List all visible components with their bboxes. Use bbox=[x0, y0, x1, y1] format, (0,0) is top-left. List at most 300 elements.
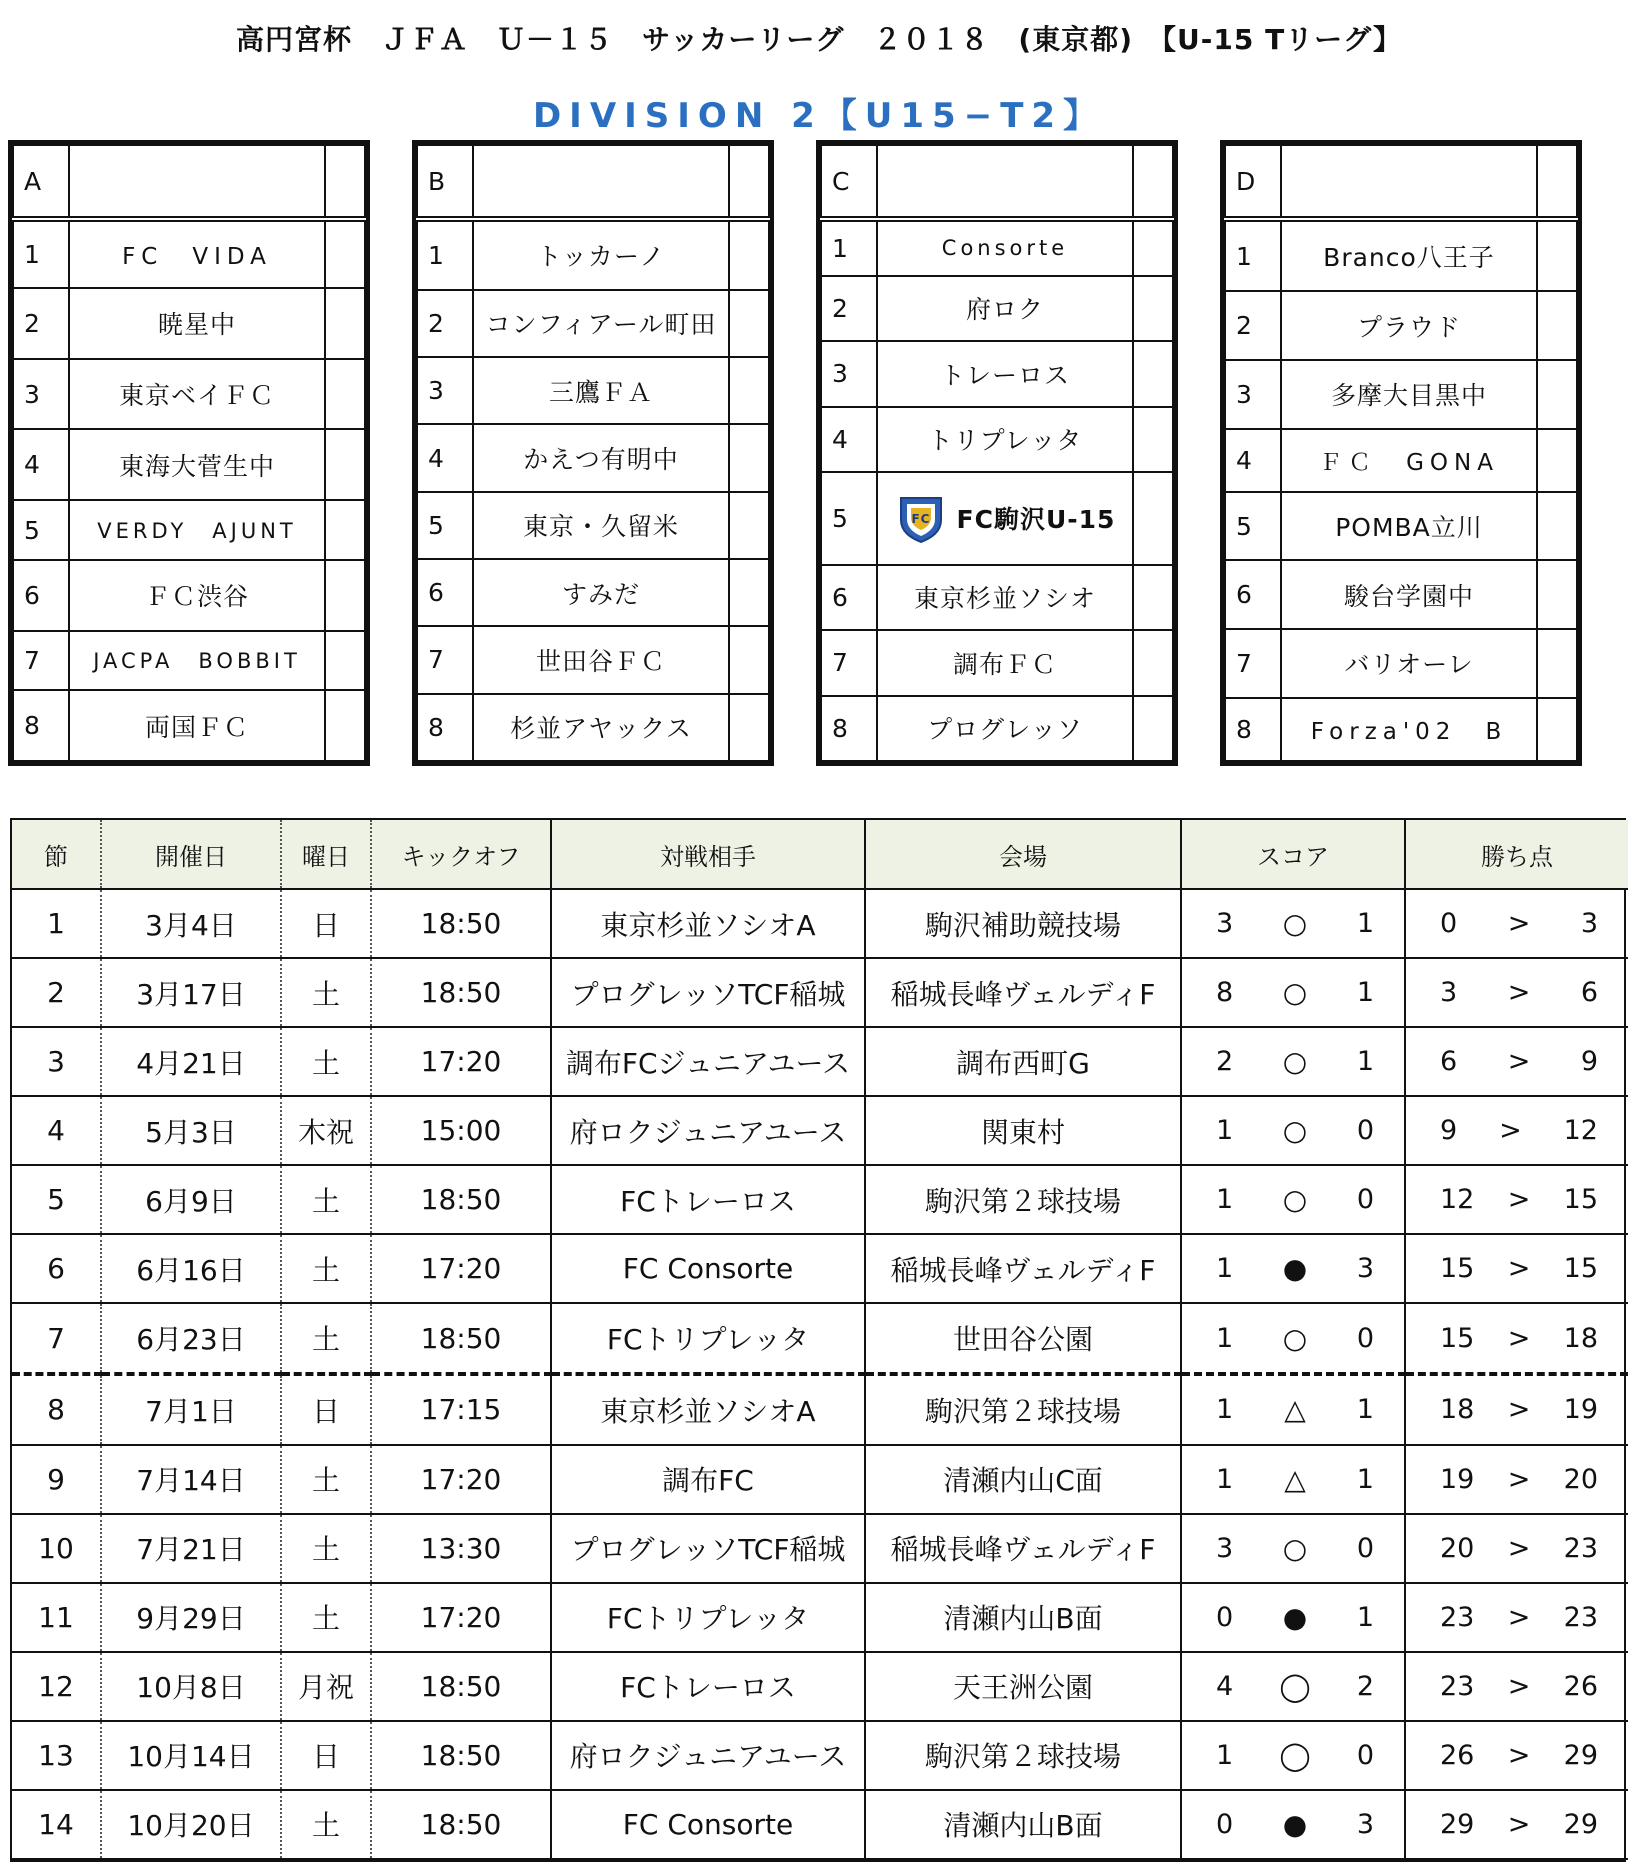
group-row-index: 3 bbox=[821, 341, 877, 406]
group-row-end bbox=[729, 559, 769, 626]
group-team: すみだ bbox=[473, 559, 729, 626]
group-row-end bbox=[729, 290, 769, 357]
group-row-index: 7 bbox=[1225, 629, 1281, 698]
points-cell bbox=[1405, 1514, 1628, 1583]
score-home: 0 bbox=[1216, 1808, 1234, 1840]
round-cell: 14 bbox=[12, 1790, 101, 1859]
score-home: 4 bbox=[1216, 1670, 1234, 1702]
group-header-end bbox=[1133, 145, 1173, 219]
group-header-row bbox=[417, 145, 769, 219]
group-header-row bbox=[13, 145, 365, 219]
group-team: トレーロス bbox=[877, 341, 1133, 406]
group-row bbox=[821, 472, 1173, 565]
group-team bbox=[877, 472, 1133, 565]
points-cell bbox=[1405, 1165, 1628, 1234]
group-row-index: 8 bbox=[13, 690, 69, 761]
venue-cell: 清瀬内山B面 bbox=[865, 1583, 1181, 1652]
group-team: トリプレッタ bbox=[877, 407, 1133, 472]
score-away: 3 bbox=[1356, 1808, 1374, 1840]
svg-text:FC: FC bbox=[911, 512, 931, 527]
page-title: 高円宮杯 ＪＦＡ Ｕ－１５ サッカーリーグ ２０１８ (東京都) 【U-15 Tリーグ】 bbox=[235, 23, 1403, 56]
opponent-cell: プログレッソTCF稲城 bbox=[551, 1514, 865, 1583]
group-header-blank bbox=[473, 145, 729, 219]
result-mark: ○ bbox=[1282, 976, 1308, 1010]
day-cell: 土 bbox=[281, 1027, 371, 1096]
points-after: 29 bbox=[1563, 1739, 1598, 1771]
group-row bbox=[821, 407, 1173, 472]
result-mark: △ bbox=[1284, 1393, 1306, 1427]
group-row-index: 7 bbox=[417, 626, 473, 693]
group-row-end bbox=[1133, 565, 1173, 630]
group-row-end bbox=[325, 359, 365, 430]
kickoff-cell: 17:20 bbox=[371, 1234, 551, 1303]
result-mark: △ bbox=[1284, 1462, 1306, 1496]
group-row bbox=[13, 500, 365, 560]
group-team: 杉並アヤックス bbox=[473, 694, 729, 761]
points-after: 20 bbox=[1563, 1463, 1598, 1495]
points-after: 15 bbox=[1563, 1184, 1598, 1216]
day-cell: 日 bbox=[281, 1374, 371, 1445]
group-label: C bbox=[821, 145, 877, 219]
group-row bbox=[1225, 560, 1577, 629]
group-row bbox=[417, 694, 769, 761]
table-row bbox=[12, 1790, 1628, 1859]
date-cell: 10月20日 bbox=[101, 1790, 281, 1859]
group-row-index: 5 bbox=[821, 472, 877, 565]
kickoff-cell: 17:20 bbox=[371, 1583, 551, 1652]
group-row-index: 7 bbox=[821, 630, 877, 695]
day-cell: 日 bbox=[281, 889, 371, 958]
group-label: A bbox=[13, 145, 69, 219]
kickoff-cell: 15:00 bbox=[371, 1096, 551, 1165]
group-row-index: 1 bbox=[1225, 219, 1281, 291]
group-row bbox=[13, 219, 365, 288]
points-after: 23 bbox=[1563, 1601, 1598, 1633]
venue-cell: 駒沢第２球技場 bbox=[865, 1374, 1181, 1445]
opponent-cell: FCトリプレッタ bbox=[551, 1583, 865, 1652]
date-cell: 6月9日 bbox=[101, 1165, 281, 1234]
group-row-end bbox=[325, 500, 365, 560]
venue-cell: 稲城長峰ヴェルディF bbox=[865, 1514, 1181, 1583]
group-row-index: 2 bbox=[1225, 291, 1281, 360]
venue-cell: 稲城長峰ヴェルディF bbox=[865, 958, 1181, 1027]
points-arrow: > bbox=[1507, 1184, 1531, 1216]
result-mark: ◯ bbox=[1279, 1669, 1311, 1703]
table-row bbox=[12, 1514, 1628, 1583]
score-cell bbox=[1181, 1652, 1405, 1721]
group-row-index: 8 bbox=[417, 694, 473, 761]
opponent-cell: FC Consorte bbox=[551, 1234, 865, 1303]
points-arrow: > bbox=[1499, 1115, 1522, 1147]
points-arrow: > bbox=[1507, 1463, 1531, 1495]
group-row-index: 6 bbox=[1225, 560, 1281, 629]
group-b-table bbox=[412, 140, 774, 766]
header-points: 勝ち点 bbox=[1405, 820, 1628, 889]
group-row-index: 2 bbox=[417, 290, 473, 357]
round-cell: 9 bbox=[12, 1445, 101, 1514]
table-row bbox=[12, 1583, 1628, 1652]
group-row bbox=[13, 690, 365, 761]
day-cell: 土 bbox=[281, 1583, 371, 1652]
group-row bbox=[13, 288, 365, 359]
group-row-end bbox=[1537, 291, 1577, 360]
score-home: 1 bbox=[1216, 1463, 1234, 1495]
score-home: 8 bbox=[1216, 977, 1234, 1009]
group-row bbox=[417, 290, 769, 357]
group-team: 暁星中 bbox=[69, 288, 325, 359]
score-cell bbox=[1181, 1027, 1405, 1096]
opponent-cell: 府ロクジュニアユース bbox=[551, 1096, 865, 1165]
points-before: 3 bbox=[1440, 977, 1458, 1009]
group-header-blank bbox=[1281, 145, 1537, 219]
group-team: ＦＣ渋谷 bbox=[69, 560, 325, 631]
group-row-index: 4 bbox=[13, 429, 69, 500]
group-team: FC VIDA bbox=[69, 219, 325, 288]
opponent-cell: 調布FC bbox=[551, 1445, 865, 1514]
group-row bbox=[417, 357, 769, 424]
group-team: かえつ有明中 bbox=[473, 424, 729, 491]
group-header-end bbox=[729, 145, 769, 219]
group-row-index: 1 bbox=[821, 219, 877, 276]
group-row-end bbox=[1133, 472, 1173, 565]
points-after: 23 bbox=[1563, 1532, 1598, 1564]
score-cell bbox=[1181, 1303, 1405, 1374]
points-cell bbox=[1405, 1096, 1628, 1165]
round-cell: 6 bbox=[12, 1234, 101, 1303]
points-arrow: > bbox=[1507, 1739, 1531, 1771]
group-row-index: 6 bbox=[821, 565, 877, 630]
venue-cell: 清瀬内山C面 bbox=[865, 1445, 1181, 1514]
group-row-index: 1 bbox=[13, 219, 69, 288]
group-header-blank bbox=[877, 145, 1133, 219]
score-away: 1 bbox=[1356, 1046, 1374, 1078]
opponent-cell: FC Consorte bbox=[551, 1790, 865, 1859]
group-row bbox=[1225, 219, 1577, 291]
score-away: 2 bbox=[1356, 1670, 1374, 1702]
score-away: 3 bbox=[1356, 1253, 1374, 1285]
kickoff-cell: 18:50 bbox=[371, 1652, 551, 1721]
score-home: 1 bbox=[1216, 1115, 1234, 1147]
group-row bbox=[13, 631, 365, 691]
round-cell: 13 bbox=[12, 1721, 101, 1790]
points-arrow: > bbox=[1507, 908, 1531, 940]
group-team: 東京杉並ソシオ bbox=[877, 565, 1133, 630]
score-home: 3 bbox=[1216, 908, 1234, 940]
score-away: 0 bbox=[1356, 1322, 1374, 1354]
score-cell bbox=[1181, 958, 1405, 1027]
result-mark: ● bbox=[1282, 1600, 1308, 1634]
result-mark: ◯ bbox=[1279, 1738, 1311, 1772]
header-round: 節 bbox=[12, 820, 101, 889]
day-cell: 土 bbox=[281, 1514, 371, 1583]
kickoff-cell: 17:15 bbox=[371, 1374, 551, 1445]
group-team: プラウド bbox=[1281, 291, 1537, 360]
points-after: 19 bbox=[1563, 1394, 1598, 1426]
day-cell: 木祝 bbox=[281, 1096, 371, 1165]
group-row-index: 8 bbox=[1225, 698, 1281, 761]
score-home: 1 bbox=[1216, 1739, 1234, 1771]
group-row-end bbox=[1133, 696, 1173, 761]
score-away: 0 bbox=[1356, 1739, 1374, 1771]
group-row-end bbox=[729, 424, 769, 491]
result-mark: ● bbox=[1282, 1807, 1308, 1841]
score-cell bbox=[1181, 1721, 1405, 1790]
group-row-end bbox=[325, 560, 365, 631]
group-a-table bbox=[8, 140, 370, 766]
fc-komazawa-crest-icon bbox=[895, 492, 947, 544]
table-row bbox=[12, 889, 1628, 958]
points-arrow: > bbox=[1507, 1046, 1531, 1078]
score-cell bbox=[1181, 1234, 1405, 1303]
points-after: 18 bbox=[1563, 1322, 1598, 1354]
score-home: 1 bbox=[1216, 1253, 1234, 1285]
score-away: 1 bbox=[1356, 1463, 1374, 1495]
date-cell: 9月29日 bbox=[101, 1583, 281, 1652]
venue-cell: 関東村 bbox=[865, 1096, 1181, 1165]
group-team: POMBA立川 bbox=[1281, 492, 1537, 561]
date-cell: 3月17日 bbox=[101, 958, 281, 1027]
group-row bbox=[1225, 492, 1577, 561]
group-team: 両国ＦＣ bbox=[69, 690, 325, 761]
group-header-end bbox=[325, 145, 365, 219]
table-row bbox=[12, 1652, 1628, 1721]
points-before: 12 bbox=[1440, 1184, 1475, 1216]
group-team: 三鷹ＦＡ bbox=[473, 357, 729, 424]
date-cell: 3月4日 bbox=[101, 889, 281, 958]
score-cell bbox=[1181, 1445, 1405, 1514]
venue-cell: 駒沢第２球技場 bbox=[865, 1165, 1181, 1234]
venue-cell: 清瀬内山B面 bbox=[865, 1790, 1181, 1859]
group-team: 東海大菅生中 bbox=[69, 429, 325, 500]
result-mark: ○ bbox=[1282, 1045, 1308, 1079]
points-cell bbox=[1405, 1303, 1628, 1374]
kickoff-cell: 18:50 bbox=[371, 1721, 551, 1790]
header-kickoff: キックオフ bbox=[371, 820, 551, 889]
group-row bbox=[417, 424, 769, 491]
group-team: 府ロク bbox=[877, 276, 1133, 341]
kickoff-cell: 18:50 bbox=[371, 958, 551, 1027]
group-label: B bbox=[417, 145, 473, 219]
table-row bbox=[12, 1234, 1628, 1303]
date-cell: 5月3日 bbox=[101, 1096, 281, 1165]
group-row bbox=[417, 626, 769, 693]
day-cell: 土 bbox=[281, 958, 371, 1027]
opponent-cell: FCトリプレッタ bbox=[551, 1303, 865, 1374]
score-home: 1 bbox=[1216, 1322, 1234, 1354]
group-row-end bbox=[1537, 698, 1577, 761]
points-after: 6 bbox=[1580, 977, 1598, 1009]
points-before: 23 bbox=[1440, 1670, 1475, 1702]
group-team: 東京ベイＦＣ bbox=[69, 359, 325, 430]
round-cell: 4 bbox=[12, 1096, 101, 1165]
points-arrow: > bbox=[1507, 1394, 1531, 1426]
points-before: 29 bbox=[1440, 1808, 1475, 1840]
date-cell: 6月23日 bbox=[101, 1303, 281, 1374]
header-venue: 会場 bbox=[865, 820, 1181, 889]
date-cell: 4月21日 bbox=[101, 1027, 281, 1096]
group-team: 駿台学園中 bbox=[1281, 560, 1537, 629]
score-cell bbox=[1181, 1374, 1405, 1445]
points-after: 12 bbox=[1563, 1115, 1598, 1147]
result-mark: ○ bbox=[1282, 1321, 1308, 1355]
group-c-table bbox=[816, 140, 1178, 766]
group-row-index: 5 bbox=[13, 500, 69, 560]
group-team: VERDY AJUNT bbox=[69, 500, 325, 560]
score-home: 2 bbox=[1216, 1046, 1234, 1078]
score-away: 1 bbox=[1356, 1601, 1374, 1633]
score-cell bbox=[1181, 1514, 1405, 1583]
group-row-end bbox=[729, 694, 769, 761]
group-row-end bbox=[325, 429, 365, 500]
round-cell: 3 bbox=[12, 1027, 101, 1096]
table-row bbox=[12, 1721, 1628, 1790]
table-row bbox=[12, 1096, 1628, 1165]
group-row-end bbox=[1537, 560, 1577, 629]
score-cell bbox=[1181, 1790, 1405, 1859]
date-cell: 10月14日 bbox=[101, 1721, 281, 1790]
day-cell: 土 bbox=[281, 1790, 371, 1859]
date-cell: 7月21日 bbox=[101, 1514, 281, 1583]
result-mark: ○ bbox=[1282, 1114, 1308, 1148]
round-cell: 1 bbox=[12, 889, 101, 958]
group-row-index: 2 bbox=[821, 276, 877, 341]
points-arrow: > bbox=[1507, 977, 1531, 1009]
points-before: 19 bbox=[1440, 1463, 1475, 1495]
points-cell bbox=[1405, 1374, 1628, 1445]
score-home: 0 bbox=[1216, 1601, 1234, 1633]
kickoff-cell: 18:50 bbox=[371, 889, 551, 958]
score-home: 1 bbox=[1216, 1394, 1234, 1426]
group-row-end bbox=[729, 357, 769, 424]
points-arrow: > bbox=[1507, 1322, 1531, 1354]
points-cell bbox=[1405, 1027, 1628, 1096]
opponent-cell: 東京杉並ソシオA bbox=[551, 1374, 865, 1445]
group-row-end bbox=[729, 626, 769, 693]
round-cell: 2 bbox=[12, 958, 101, 1027]
group-row bbox=[1225, 291, 1577, 360]
points-cell bbox=[1405, 889, 1628, 958]
table-row bbox=[12, 1374, 1628, 1445]
points-after: 26 bbox=[1563, 1670, 1598, 1702]
group-row bbox=[1225, 698, 1577, 761]
round-cell: 8 bbox=[12, 1374, 101, 1445]
points-arrow: > bbox=[1507, 1601, 1531, 1633]
group-row bbox=[13, 429, 365, 500]
group-row-index: 1 bbox=[417, 219, 473, 290]
group-row-end bbox=[325, 690, 365, 761]
round-cell: 10 bbox=[12, 1514, 101, 1583]
group-row bbox=[821, 630, 1173, 695]
group-row-end bbox=[325, 631, 365, 691]
group-row-end bbox=[1133, 219, 1173, 276]
group-row-end bbox=[1537, 429, 1577, 492]
group-team: Forza'02 B bbox=[1281, 698, 1537, 761]
group-row-index: 5 bbox=[417, 492, 473, 559]
header-day: 曜日 bbox=[281, 820, 371, 889]
points-cell bbox=[1405, 1790, 1628, 1859]
group-team: プログレッソ bbox=[877, 696, 1133, 761]
group-row bbox=[821, 276, 1173, 341]
kickoff-cell: 18:50 bbox=[371, 1303, 551, 1374]
group-row-index: 4 bbox=[1225, 429, 1281, 492]
score-home: 1 bbox=[1216, 1184, 1234, 1216]
venue-cell: 稲城長峰ヴェルディF bbox=[865, 1234, 1181, 1303]
venue-cell: 駒沢補助競技場 bbox=[865, 889, 1181, 958]
group-row bbox=[417, 219, 769, 290]
group-row-index: 3 bbox=[417, 357, 473, 424]
group-team: コンフィアール町田 bbox=[473, 290, 729, 357]
date-cell: 7月1日 bbox=[101, 1374, 281, 1445]
group-row bbox=[1225, 429, 1577, 492]
points-before: 9 bbox=[1440, 1115, 1458, 1147]
points-arrow: > bbox=[1507, 1253, 1531, 1285]
group-team: トッカーノ bbox=[473, 219, 729, 290]
result-mark: ● bbox=[1282, 1252, 1308, 1286]
group-row-end bbox=[1133, 276, 1173, 341]
kickoff-cell: 13:30 bbox=[371, 1514, 551, 1583]
points-cell bbox=[1405, 1445, 1628, 1514]
day-cell: 土 bbox=[281, 1165, 371, 1234]
score-home: 3 bbox=[1216, 1532, 1234, 1564]
opponent-cell: 調布FCジュニアユース bbox=[551, 1027, 865, 1096]
group-row bbox=[1225, 360, 1577, 429]
group-row-end bbox=[1537, 629, 1577, 698]
group-team: ＦＣ GONA bbox=[1281, 429, 1537, 492]
points-cell bbox=[1405, 1234, 1628, 1303]
day-cell: 月祝 bbox=[281, 1652, 371, 1721]
table-row bbox=[12, 1027, 1628, 1096]
points-after: 9 bbox=[1580, 1046, 1598, 1078]
group-row bbox=[821, 341, 1173, 406]
round-cell: 11 bbox=[12, 1583, 101, 1652]
score-cell bbox=[1181, 1583, 1405, 1652]
group-row bbox=[821, 219, 1173, 276]
day-cell: 土 bbox=[281, 1303, 371, 1374]
group-header-row bbox=[821, 145, 1173, 219]
group-row bbox=[13, 359, 365, 430]
table-row bbox=[12, 1445, 1628, 1514]
round-cell: 12 bbox=[12, 1652, 101, 1721]
date-cell: 6月16日 bbox=[101, 1234, 281, 1303]
group-row bbox=[821, 565, 1173, 630]
group-row-end bbox=[1537, 360, 1577, 429]
points-after: 3 bbox=[1580, 908, 1598, 940]
opponent-cell: プログレッソTCF稲城 bbox=[551, 958, 865, 1027]
header-date: 開催日 bbox=[101, 820, 281, 889]
group-row-index: 3 bbox=[1225, 360, 1281, 429]
schedule-header-row bbox=[12, 820, 1628, 889]
score-cell bbox=[1181, 1165, 1405, 1234]
group-row-end bbox=[729, 492, 769, 559]
score-away: 1 bbox=[1356, 977, 1374, 1009]
score-away: 1 bbox=[1356, 908, 1374, 940]
group-team: 東京・久留米 bbox=[473, 492, 729, 559]
division-title: DIVISION 2【U15−T2】 bbox=[532, 96, 1106, 136]
group-row-index: 6 bbox=[13, 560, 69, 631]
venue-cell: 世田谷公園 bbox=[865, 1303, 1181, 1374]
points-arrow: > bbox=[1507, 1670, 1531, 1702]
round-cell: 5 bbox=[12, 1165, 101, 1234]
date-cell: 10月8日 bbox=[101, 1652, 281, 1721]
points-cell bbox=[1405, 1721, 1628, 1790]
points-before: 18 bbox=[1440, 1394, 1475, 1426]
points-before: 15 bbox=[1440, 1253, 1475, 1285]
group-team: 調布ＦＣ bbox=[877, 630, 1133, 695]
group-row-index: 4 bbox=[417, 424, 473, 491]
group-row-end bbox=[1537, 219, 1577, 291]
header-score: スコア bbox=[1181, 820, 1405, 889]
group-row-end bbox=[1133, 407, 1173, 472]
